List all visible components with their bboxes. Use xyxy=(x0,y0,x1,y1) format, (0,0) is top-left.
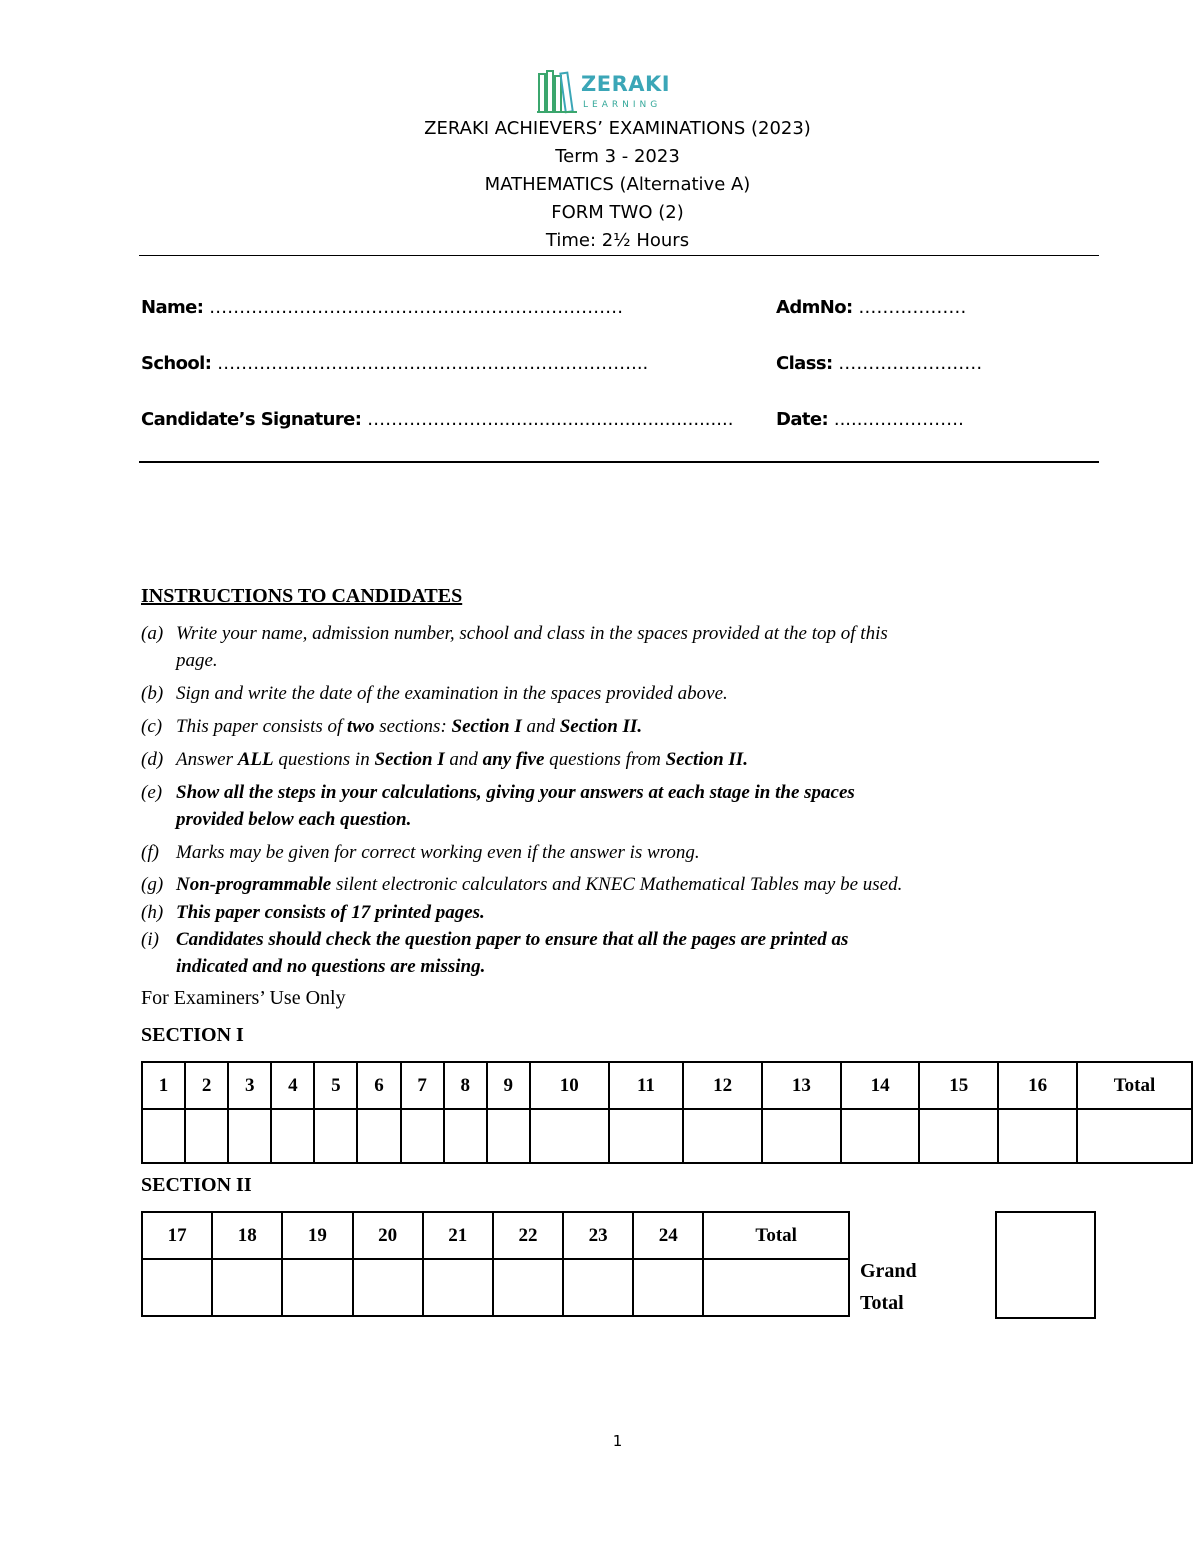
s1-score-cell[interactable] xyxy=(142,1109,185,1163)
date-field[interactable] xyxy=(776,408,964,432)
s1-score-cell[interactable] xyxy=(228,1109,271,1163)
grand-total-box[interactable] xyxy=(995,1211,1096,1319)
s1-header-cell: 15 xyxy=(919,1062,998,1109)
instruction-d: (d) Answer ALL questions in Section I and any five questions from Section II. xyxy=(141,749,748,770)
s2-score-cell[interactable] xyxy=(282,1259,352,1316)
examiners-use-label: For Examiners’ Use Only xyxy=(141,987,346,1009)
s2-score-cell[interactable] xyxy=(493,1259,563,1316)
s1-header-cell: 8 xyxy=(444,1062,487,1109)
section-2-title: SECTION II xyxy=(141,1174,252,1196)
instructions-title: INSTRUCTIONS TO CANDIDATES xyxy=(141,585,463,607)
s1-header-cell: 1 xyxy=(142,1062,185,1109)
s2-score-cell[interactable] xyxy=(212,1259,282,1316)
s2-header-cell: 21 xyxy=(423,1212,493,1259)
s2-header-cell: 18 xyxy=(212,1212,282,1259)
s1-score-cell[interactable] xyxy=(762,1109,841,1163)
s1-header-cell: 3 xyxy=(228,1062,271,1109)
s1-header-cell: 16 xyxy=(998,1062,1077,1109)
s2-header-cell: 24 xyxy=(633,1212,703,1259)
class-dots: …………………… xyxy=(838,353,983,374)
s1-score-cell[interactable] xyxy=(683,1109,762,1163)
section-1-score-row[interactable] xyxy=(142,1109,1192,1163)
instruction-e: (e) Show all the steps in your calculations, giving your answers at each stage in the spaces provided below each question. xyxy=(141,782,855,830)
s1-total-cell[interactable] xyxy=(1077,1109,1192,1163)
s1-header-cell: 4 xyxy=(271,1062,314,1109)
date-dots: ......……………. xyxy=(833,409,964,430)
s1-score-cell[interactable] xyxy=(444,1109,487,1163)
s2-score-cell[interactable] xyxy=(142,1259,212,1316)
instruction-f: (f) Marks may be given for correct working even if the answer is wrong. xyxy=(141,842,700,863)
admno-label: AdmNo: xyxy=(776,297,853,318)
grand-total-label: Grand Total xyxy=(860,1260,917,1314)
page-number: 1 xyxy=(612,1432,623,1450)
s1-score-cell[interactable] xyxy=(271,1109,314,1163)
exam-time: Time: 2½ Hours xyxy=(545,230,690,251)
date-label: Date: xyxy=(776,409,829,430)
s1-score-cell[interactable] xyxy=(487,1109,530,1163)
logo-wordmark: ZERAKI xyxy=(581,72,671,96)
school-field[interactable] xyxy=(141,352,648,376)
admno-field[interactable] xyxy=(776,296,966,320)
s1-header-cell: 5 xyxy=(314,1062,357,1109)
zeraki-logo xyxy=(537,70,672,114)
s1-score-cell[interactable] xyxy=(998,1109,1077,1163)
instruction-h: (h) This paper consists of 17 printed pages. xyxy=(141,902,485,923)
s1-header-cell: 7 xyxy=(401,1062,444,1109)
instruction-c: (c) This paper consists of two sections: Section I and Section II. xyxy=(141,716,643,737)
s2-total-header: Total xyxy=(703,1212,849,1259)
section-2-score-table xyxy=(141,1211,850,1317)
s2-score-cell[interactable] xyxy=(563,1259,633,1316)
fields-divider xyxy=(139,461,1099,463)
s2-header-cell: 19 xyxy=(282,1212,352,1259)
s2-header-cell: 22 xyxy=(493,1212,563,1259)
s2-header-cell: 17 xyxy=(142,1212,212,1259)
s2-score-cell[interactable] xyxy=(633,1259,703,1316)
books-logo-icon xyxy=(537,70,579,114)
instruction-a: (a) Write your name, admission number, school and class in the spaces provided at the top of this page. xyxy=(141,623,888,671)
s1-score-cell[interactable] xyxy=(609,1109,684,1163)
s1-score-cell[interactable] xyxy=(530,1109,609,1163)
signature-label: Candidate’s Signature: xyxy=(141,409,362,430)
s2-header-cell: 23 xyxy=(563,1212,633,1259)
s2-header-cell: 20 xyxy=(353,1212,423,1259)
exam-title: ZERAKI ACHIEVERS’ EXAMINATIONS (2023) xyxy=(424,118,811,139)
section-2-header-row xyxy=(142,1212,849,1259)
exam-form: FORM TWO (2) xyxy=(551,202,684,223)
s1-score-cell[interactable] xyxy=(314,1109,357,1163)
signature-dots: ………………….......................................... xyxy=(367,409,734,430)
s1-header-cell: 10 xyxy=(530,1062,609,1109)
s1-header-cell: 12 xyxy=(683,1062,762,1109)
instruction-g: (g) Non-programmable silent electronic calculators and KNEC Mathematical Tables may be used. xyxy=(141,874,903,895)
s1-header-cell: 6 xyxy=(357,1062,400,1109)
name-field[interactable] xyxy=(141,296,623,320)
header-divider xyxy=(139,255,1099,256)
instruction-i: (i) Candidates should check the question paper to ensure that all the pages are printed as indicated and no questions are missing. xyxy=(141,929,849,977)
s1-header-cell: 13 xyxy=(762,1062,841,1109)
school-label: School: xyxy=(141,353,212,374)
s1-header-cell: 9 xyxy=(487,1062,530,1109)
section-2-score-row[interactable] xyxy=(142,1259,849,1316)
class-field[interactable] xyxy=(776,352,982,376)
signature-field[interactable] xyxy=(141,408,733,432)
logo-subtitle: LEARNING xyxy=(583,100,662,110)
s1-score-cell[interactable] xyxy=(401,1109,444,1163)
name-dots: …………………………………………………………… xyxy=(209,297,624,318)
section-1-title: SECTION I xyxy=(141,1024,244,1046)
school-dots: ……………………………………………………………... xyxy=(217,353,649,374)
s1-score-cell[interactable] xyxy=(357,1109,400,1163)
admno-dots: ……………… xyxy=(858,297,967,318)
instruction-b: (b) Sign and write the date of the examination in the spaces provided above. xyxy=(141,683,728,704)
s1-header-cell: 11 xyxy=(609,1062,684,1109)
s2-score-cell[interactable] xyxy=(353,1259,423,1316)
s2-total-cell[interactable] xyxy=(703,1259,849,1316)
class-label: Class: xyxy=(776,353,833,374)
exam-subject: MATHEMATICS (Alternative A) xyxy=(484,174,751,195)
s1-header-cell: 14 xyxy=(841,1062,920,1109)
s1-score-cell[interactable] xyxy=(185,1109,228,1163)
section-1-header-row xyxy=(142,1062,1192,1109)
exam-term: Term 3 - 2023 xyxy=(555,146,680,167)
section-1-score-table xyxy=(141,1061,1193,1164)
s1-score-cell[interactable] xyxy=(841,1109,920,1163)
s2-score-cell[interactable] xyxy=(423,1259,493,1316)
s1-score-cell[interactable] xyxy=(919,1109,998,1163)
name-label: Name: xyxy=(141,297,204,318)
s1-total-header: Total xyxy=(1077,1062,1192,1109)
s1-header-cell: 2 xyxy=(185,1062,228,1109)
